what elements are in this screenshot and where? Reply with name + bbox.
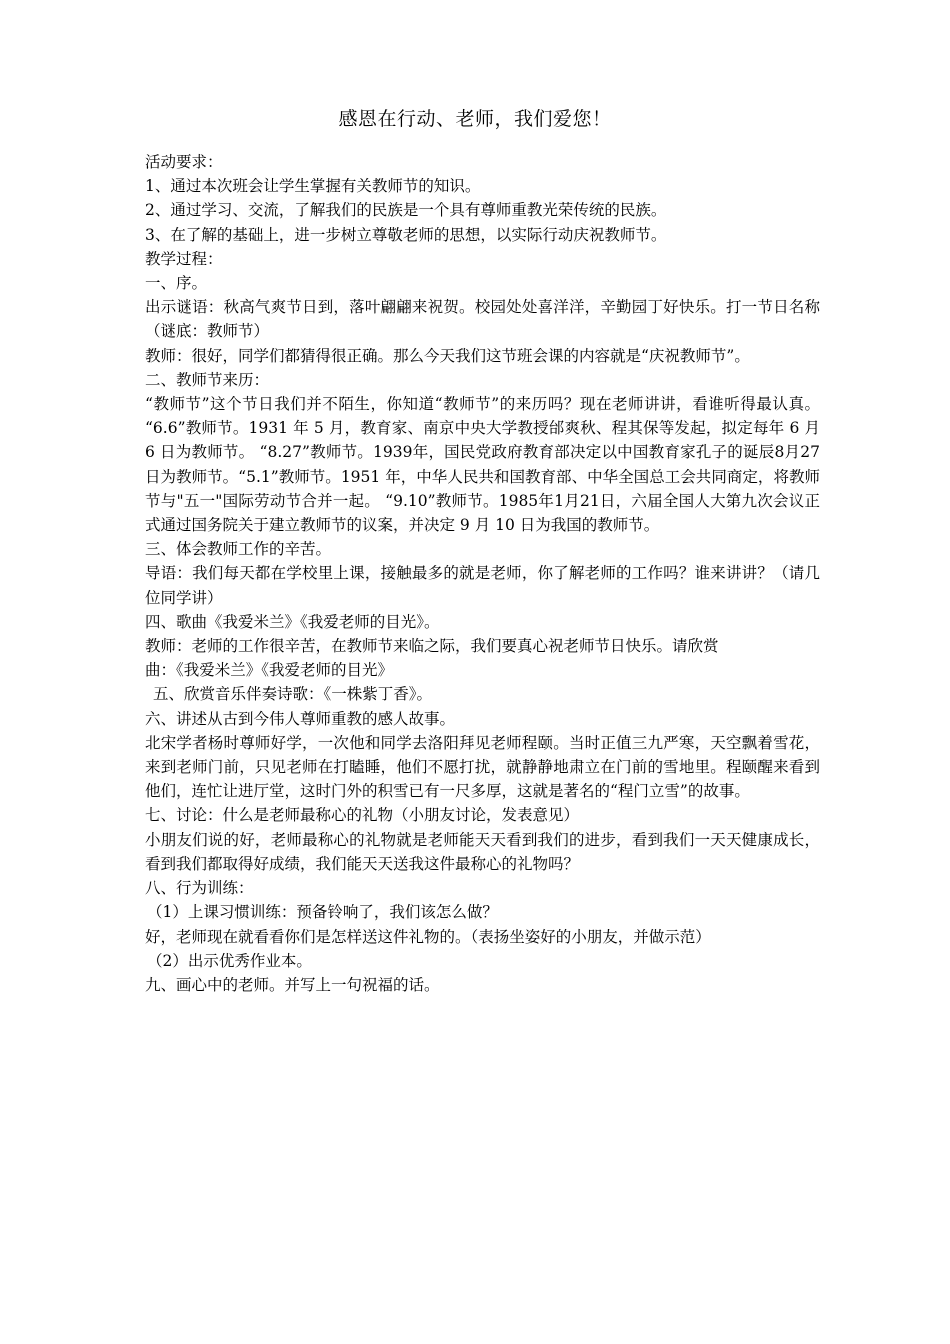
paragraph-section-6-heading: 六、讲述从古到今伟人尊师重教的感人故事。 xyxy=(145,709,456,728)
document-body xyxy=(145,150,820,997)
paragraph-requirement-3: 3、在了解的基础上，进一步树立尊敬老师的思想，以实际行动庆祝教师节。 xyxy=(145,225,667,244)
paragraph-section-2-heading: 二、教师节来历： xyxy=(145,370,270,389)
document-title: 感恩在行动、老师，我们爱您！ xyxy=(338,108,612,130)
paragraph-teachers-day-history: “教师节”这个节日我们并不陌生，你知道“教师节”的来历吗？现在老师讲讲，看谁听得最认真。 “6.6”教师节。1931 年 5 月，教育家、南京中央大学教授邰爽秋、程其保等发起，拟定每年 6 月 6 日为教师节。 “8.27”教师节。1939年，国民党政府教育部决定以中国教育家孔子的诞辰8月27日为教师节。“5.1”教师节。1951 年，中华人民共和国教育部、中华全国总工会共同商定，将教师节与"五一"国际劳动节合并一起。 “9.10”教师节。1985年1月21日，六届全国人大第九次会议正式通过国务院关于建立教师节的议案，并决定 9 月 10 日为我国的教师节。 xyxy=(145,395,820,535)
paragraph-song-titles: 曲：《我爱米兰》《我爱老师的目光》 xyxy=(145,661,394,680)
paragraph-riddle: 出示谜语：秋高气爽节日到，落叶翩翩来祝贺。校园处处喜洋洋，辛勤园丁好快乐。打一节日名称（谜底：教师节） xyxy=(145,298,820,341)
paragraph-requirement-1: 1、通过本次班会让学生掌握有关教师节的知识。 xyxy=(145,177,481,196)
paragraph-section-1-heading: 一、序。 xyxy=(145,274,208,293)
paragraph-section-9-heading: 九、画心中的老师。并写上一句祝福的话。 xyxy=(145,975,440,994)
paragraph-requirement-2: 2、通过学习、交流，了解我们的民族是一个具有尊师重教光荣传统的民族。 xyxy=(145,201,667,220)
paragraph-lead-in: 导语：我们每天都在学校里上课，接触最多的就是老师，你了解老师的工作吗？谁来讲讲？（请几位同学讲） xyxy=(145,564,820,607)
paragraph-activity-requirements-heading: 活动要求： xyxy=(145,153,223,171)
paragraph-training-1-detail: 好，老师现在就看看你们是怎样送这件礼物的。（表扬坐姿好的小朋友，并做示范） xyxy=(145,927,711,946)
paragraph-section-5-heading: 五、欣赏音乐伴奏诗歌：《一株紫丁香》。 xyxy=(153,685,433,704)
paragraph-section-7-heading: 七、讨论：什么是老师最称心的礼物（小朋友讨论，发表意见） xyxy=(145,806,580,825)
paragraph-story: 北宋学者杨时尊师好学，一次他和同学去洛阳拜见老师程颐。当时正值三九严寒，天空飘着雪花，来到老师门前，只见老师在打瞌睡，他们不愿打扰，就静静地肃立在门前的雪地里。程颐醒来看到他们，连忙让进厅堂，这时门外的积雪已有一尺多厚，这就是著名的“程门立雪”的故事。 xyxy=(145,733,820,801)
paragraph-training-2: （2）出示优秀作业本。 xyxy=(147,951,312,970)
paragraph-section-4-heading: 四、歌曲《我爱米兰》《我爱老师的目光》。 xyxy=(145,612,440,631)
paragraph-discussion: 小朋友们说的好，老师最称心的礼物就是老师能天天看到我们的进步，看到我们一天天健康成长，看到我们都取得好成绩，我们能天天送我这件最称心的礼物吗？ xyxy=(145,830,820,873)
paragraph-teaching-process-heading: 教学过程： xyxy=(145,249,223,268)
paragraph-teacher-song-intro: 教师：老师的工作很辛苦，在教师节来临之际，我们要真心祝老师节日快乐。请欣赏 xyxy=(145,637,719,656)
paragraph-section-8-heading: 八、行为训练： xyxy=(145,879,254,898)
paragraph-training-1: （1）上课习惯训练：预备铃响了，我们该怎么做？ xyxy=(147,903,498,922)
paragraph-section-3-heading: 三、体会教师工作的辛苦。 xyxy=(145,540,332,559)
paragraph-teacher-intro: 教师：很好，同学们都猜得很正确。那么今天我们这节班会课的内容就是“庆祝教师节”。 xyxy=(145,346,750,365)
